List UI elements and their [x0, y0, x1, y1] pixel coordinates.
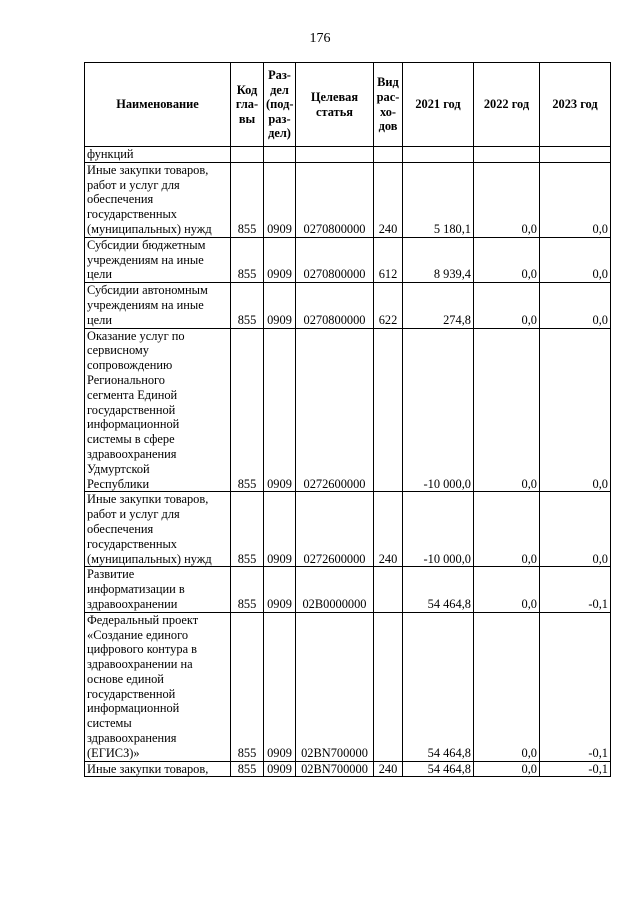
row-section: 0909	[264, 162, 296, 237]
row-value-2021	[403, 147, 474, 163]
table-body	[85, 147, 611, 777]
row-expense-type	[374, 328, 403, 492]
row-value-2022: 0,0	[474, 283, 540, 328]
row-value-2022: 0,0	[474, 612, 540, 761]
header-name: Наименование	[85, 63, 231, 147]
row-chapter-code: 855	[231, 237, 264, 282]
row-name: Субсидии автономным учреждениям на иные цели	[85, 283, 231, 328]
row-value-2021: 8 939,4	[403, 237, 474, 282]
row-value-2021: 54 464,8	[403, 567, 474, 612]
row-value-2022: 0,0	[474, 237, 540, 282]
table-header-row	[85, 63, 611, 147]
row-value-2023: 0,0	[540, 237, 611, 282]
row-value-2023: -0,1	[540, 612, 611, 761]
row-value-2023: 0,0	[540, 492, 611, 567]
row-value-2022: 0,0	[474, 162, 540, 237]
header-year-2021: 2021 год	[403, 63, 474, 147]
row-section: 0909	[264, 328, 296, 492]
row-expense-type	[374, 567, 403, 612]
row-value-2022: 0,0	[474, 761, 540, 777]
row-value-2021: 54 464,8	[403, 612, 474, 761]
row-chapter-code: 855	[231, 162, 264, 237]
row-target-article: 02BN700000	[296, 612, 374, 761]
row-chapter-code: 855	[231, 328, 264, 492]
row-target-article: 02BN700000	[296, 761, 374, 777]
row-target-article: 0270800000	[296, 162, 374, 237]
row-section: 0909	[264, 492, 296, 567]
row-name: Иные закупки товаров, работ и услуг для обеспечения государственных (муниципальных) нужд	[85, 492, 231, 567]
row-value-2022: 0,0	[474, 567, 540, 612]
row-value-2023: 0,0	[540, 283, 611, 328]
row-value-2021: 274,8	[403, 283, 474, 328]
table-row	[85, 612, 611, 761]
row-name: Иные закупки товаров,	[85, 761, 231, 777]
row-chapter-code: 855	[231, 492, 264, 567]
header-expense-type: Вид рас- хо- дов	[374, 63, 403, 147]
table-row	[85, 761, 611, 777]
row-target-article: 0270800000	[296, 283, 374, 328]
row-expense-type: 240	[374, 162, 403, 237]
table-row	[85, 492, 611, 567]
row-target-article: 0272600000	[296, 328, 374, 492]
row-chapter-code: 855	[231, 283, 264, 328]
row-chapter-code: 855	[231, 612, 264, 761]
row-section: 0909	[264, 761, 296, 777]
row-value-2021: 5 180,1	[403, 162, 474, 237]
row-value-2021: 54 464,8	[403, 761, 474, 777]
row-expense-type	[374, 147, 403, 163]
row-target-article: 0272600000	[296, 492, 374, 567]
table-row	[85, 283, 611, 328]
row-target-article	[296, 147, 374, 163]
row-value-2023: -0,1	[540, 567, 611, 612]
row-value-2022: 0,0	[474, 328, 540, 492]
row-chapter-code: 855	[231, 761, 264, 777]
header-section: Раз- дел (под- раз- дел)	[264, 63, 296, 147]
row-value-2023	[540, 147, 611, 163]
row-section: 0909	[264, 283, 296, 328]
page-number: 176	[309, 31, 331, 46]
row-value-2022	[474, 147, 540, 163]
table-row	[85, 147, 611, 163]
row-name: функций	[85, 147, 231, 163]
table-row	[85, 237, 611, 282]
header-chapter-code: Код гла- вы	[231, 63, 264, 147]
table-row	[85, 162, 611, 237]
row-name: Развитие информатизации в здравоохранении	[85, 567, 231, 612]
header-target-article: Целевая статья	[296, 63, 374, 147]
table-row	[85, 567, 611, 612]
row-target-article: 0270800000	[296, 237, 374, 282]
row-section	[264, 147, 296, 163]
row-name: Иные закупки товаров, работ и услуг для обеспечения государственных (муниципальных) нужд	[85, 162, 231, 237]
row-target-article: 02B0000000	[296, 567, 374, 612]
row-value-2023: 0,0	[540, 162, 611, 237]
row-name: Федеральный проект «Создание единого цифрового контура в здравоохранении на основе единой государственной информационной системы здравоохранения (ЕГИСЗ)»	[85, 612, 231, 761]
row-section: 0909	[264, 612, 296, 761]
header-year-2022: 2022 год	[474, 63, 540, 147]
table-row	[85, 328, 611, 492]
row-chapter-code	[231, 147, 264, 163]
row-section: 0909	[264, 237, 296, 282]
row-section: 0909	[264, 567, 296, 612]
row-expense-type: 240	[374, 492, 403, 567]
row-expense-type: 240	[374, 761, 403, 777]
header-year-2023: 2023 год	[540, 63, 611, 147]
row-name: Оказание услуг по сервисному сопровождению Регионального сегмента Единой государственной информационной системы в сфере здравоохранения Удмуртской Республики	[85, 328, 231, 492]
row-expense-type	[374, 612, 403, 761]
row-value-2023: 0,0	[540, 328, 611, 492]
row-value-2021: -10 000,0	[403, 328, 474, 492]
row-chapter-code: 855	[231, 567, 264, 612]
row-value-2022: 0,0	[474, 492, 540, 567]
row-expense-type: 622	[374, 283, 403, 328]
row-value-2021: -10 000,0	[403, 492, 474, 567]
row-name: Субсидии бюджетным учреждениям на иные цели	[85, 237, 231, 282]
row-expense-type: 612	[374, 237, 403, 282]
budget-table	[84, 62, 611, 777]
row-value-2023: -0,1	[540, 761, 611, 777]
